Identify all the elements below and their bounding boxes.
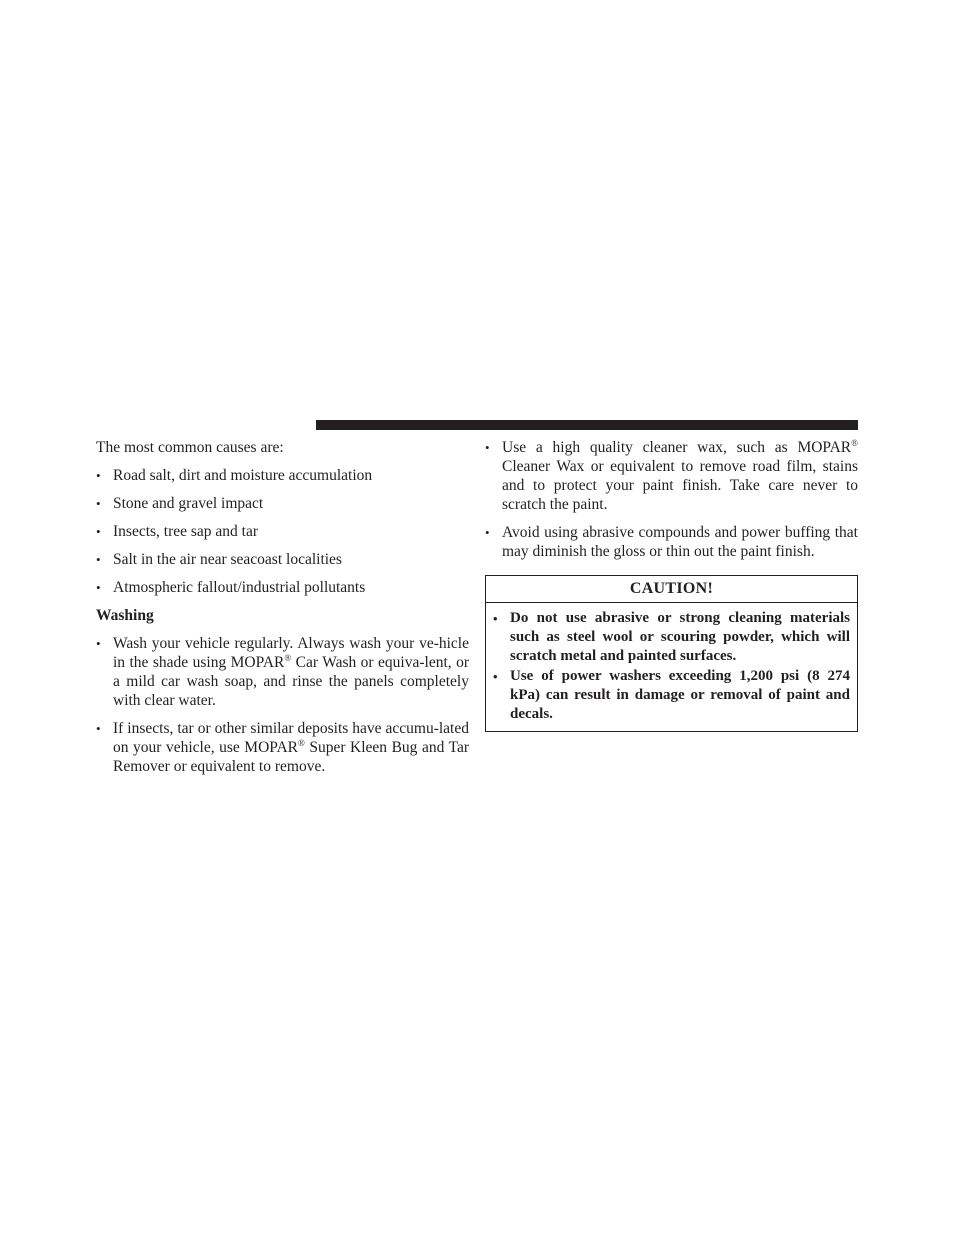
washing-heading: Washing bbox=[96, 607, 154, 624]
bullet-icon: • bbox=[493, 611, 498, 626]
bullet-icon: • bbox=[96, 580, 101, 595]
list-item: • Use of power washers exceeding 1,200 psi (8 274 kPa) can result in damage or removal of paint and decals. bbox=[493, 668, 850, 722]
bullet-icon: • bbox=[96, 552, 101, 567]
bullet-icon: • bbox=[493, 669, 498, 684]
caution-title: CAUTION! bbox=[486, 576, 857, 603]
registered-mark: ® bbox=[298, 738, 305, 748]
bullet-icon: • bbox=[485, 525, 490, 540]
section-header-bar bbox=[316, 420, 858, 430]
caution-box bbox=[485, 575, 858, 732]
caution-list bbox=[493, 609, 850, 724]
list-item: • Wash your vehicle regularly. Always wash your ve-hicle in the shade using MOPAR® Car Wash or equiva-lent, or a mild car wash soap, and rinse the panels completely with clear water. bbox=[96, 635, 469, 709]
list-item: • Do not use abrasive or strong cleaning materials such as steel wool or scouring powder, which will scratch metal and painted surfaces. bbox=[493, 610, 850, 664]
list-item: • Avoid using abrasive compounds and power buffing that may diminish the gloss or thin out the paint finish. bbox=[485, 524, 858, 560]
right-column bbox=[485, 438, 858, 732]
registered-mark: ® bbox=[851, 438, 858, 448]
causes-list bbox=[96, 466, 469, 597]
bullet-icon: • bbox=[96, 721, 101, 736]
list-item: • If insects, tar or other similar deposits have accumu-lated on your vehicle, use MOPAR® Super Kleen Bug and Tar Remover or equivalent to remove. bbox=[96, 720, 469, 775]
caution-body bbox=[486, 603, 857, 731]
causes-intro: The most common causes are: bbox=[96, 439, 284, 456]
bullet-icon: • bbox=[96, 468, 101, 483]
registered-mark: ® bbox=[284, 653, 292, 663]
list-item: • Road salt, dirt and moisture accumulation bbox=[96, 467, 373, 484]
left-column bbox=[96, 438, 469, 785]
list-item: • Insects, tree sap and tar bbox=[96, 523, 259, 540]
care-list bbox=[485, 438, 858, 561]
bullet-icon: • bbox=[96, 496, 101, 511]
list-item: • Use a high quality cleaner wax, such as MOPAR® Cleaner Wax or equivalent to remove road film, stains and to protect your paint finish. Take care never to scratch the paint. bbox=[485, 438, 858, 513]
list-item: • Atmospheric fallout/industrial pollutants bbox=[96, 579, 366, 596]
list-item: • Stone and gravel impact bbox=[96, 495, 264, 512]
bullet-icon: • bbox=[96, 636, 101, 651]
list-item: • Salt in the air near seacoast localities bbox=[96, 551, 342, 568]
washing-list bbox=[96, 634, 469, 776]
bullet-icon: • bbox=[485, 440, 490, 455]
bullet-icon: • bbox=[96, 524, 101, 539]
